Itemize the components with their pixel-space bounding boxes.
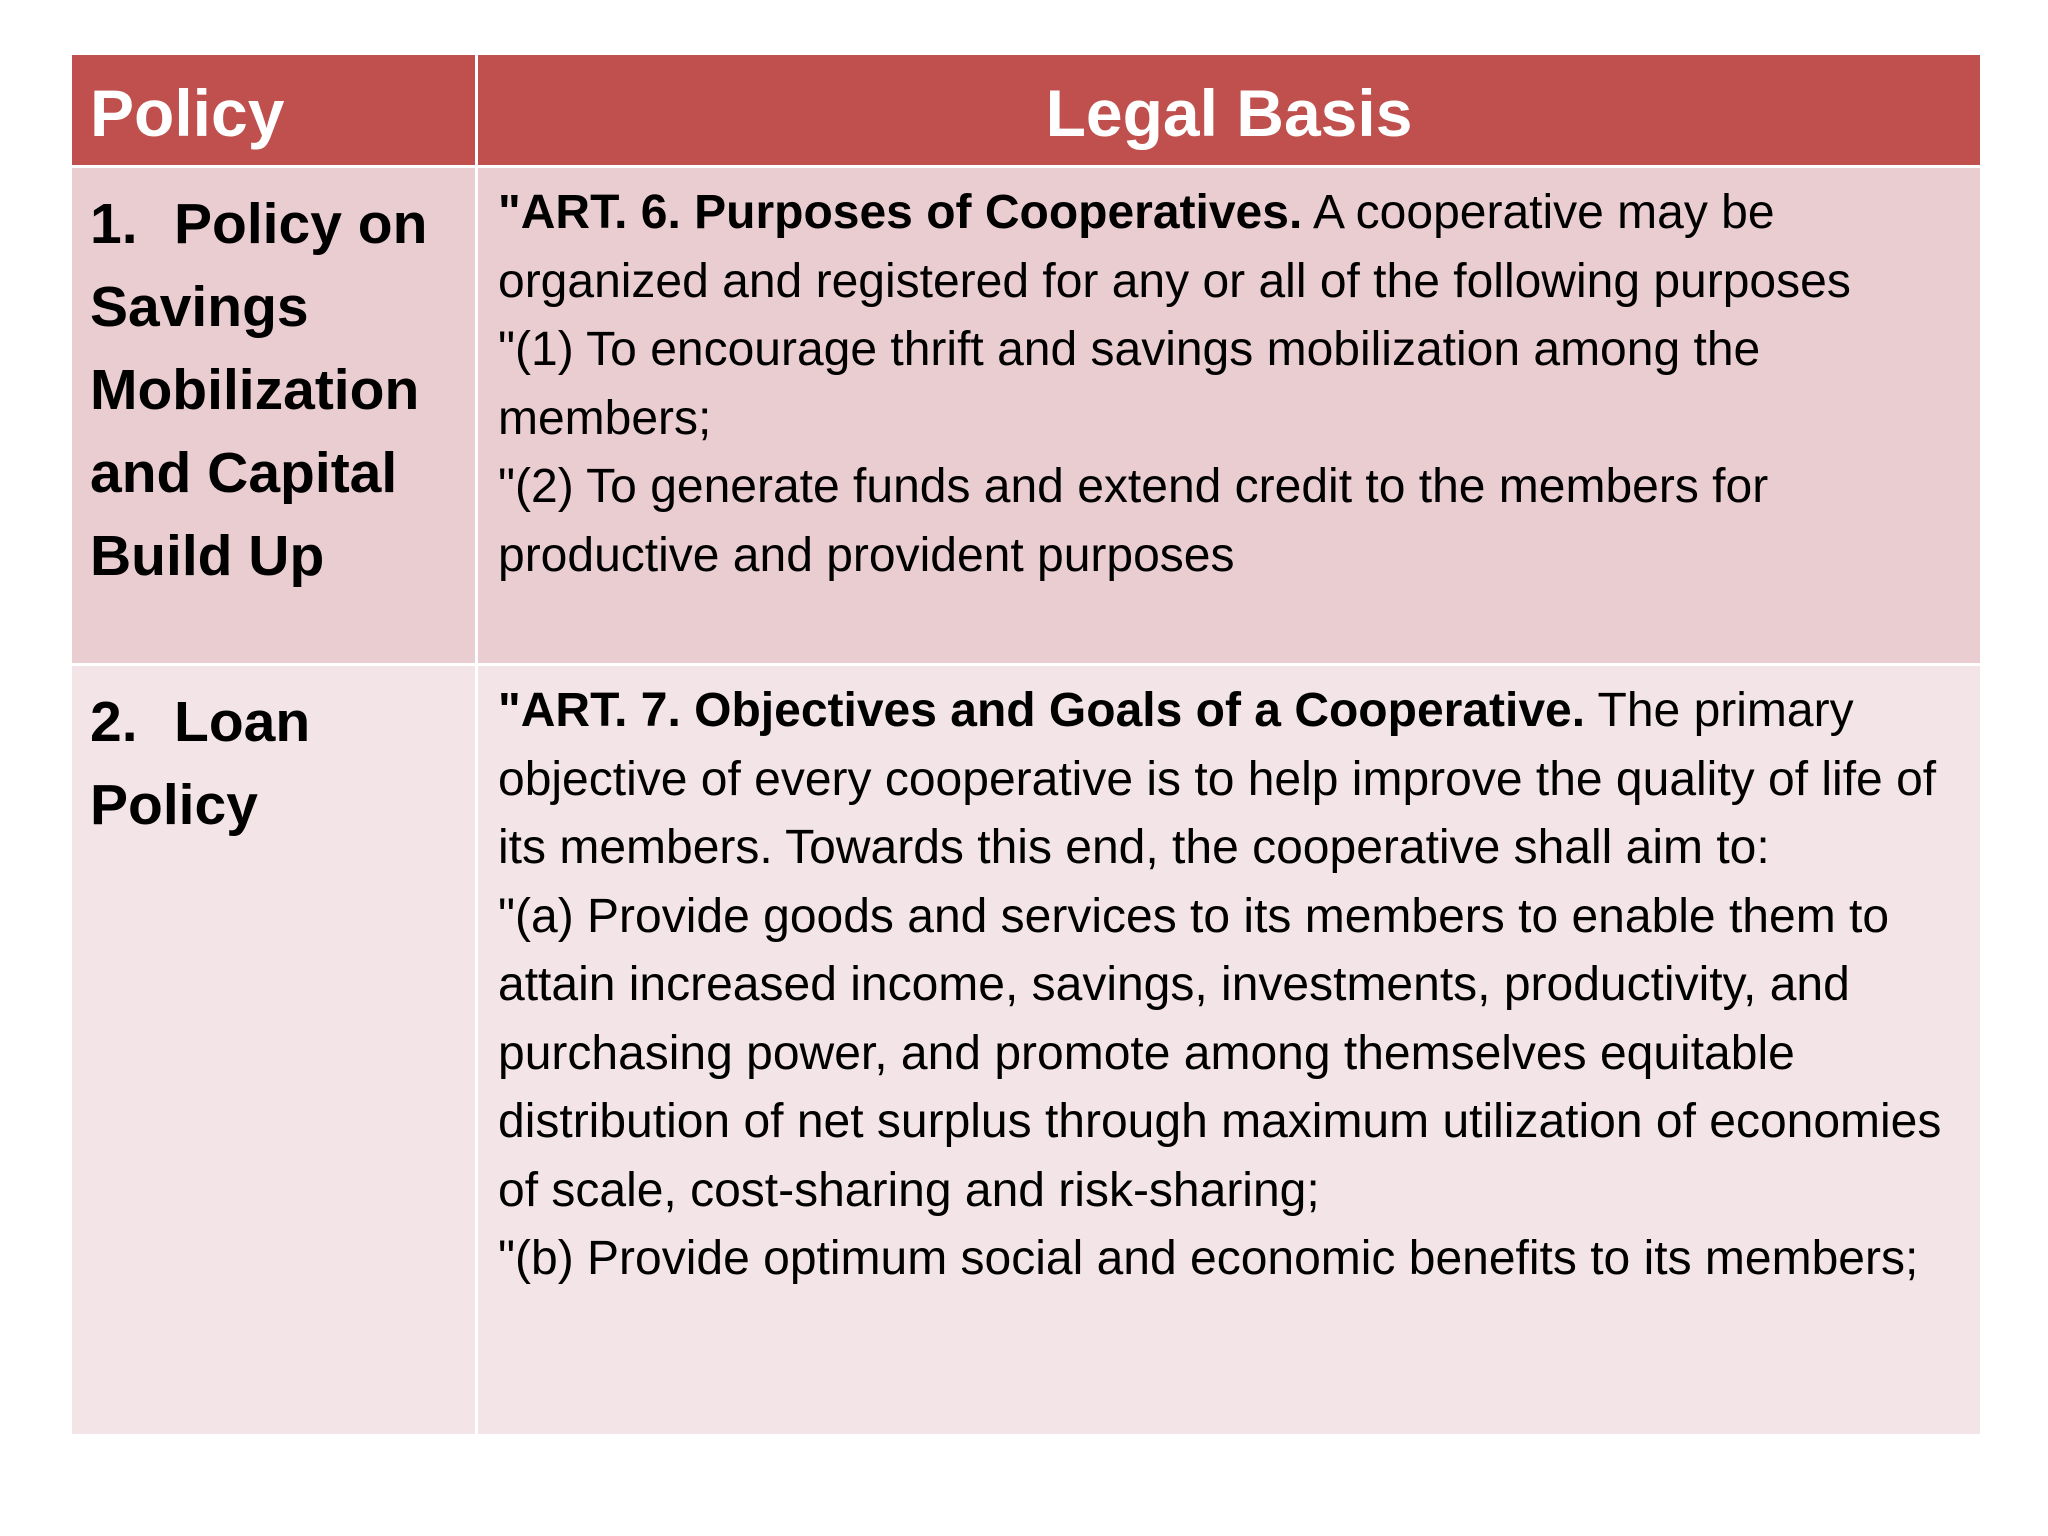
- policy-cell: [71, 665, 477, 1436]
- policy-number: 1.: [90, 192, 138, 256]
- policy-cell: [71, 167, 477, 665]
- table-row: [71, 665, 1982, 1436]
- legal-basis-cell: [477, 665, 1982, 1436]
- header-policy: Policy: [71, 54, 477, 167]
- article-item: "(2) To generate funds and extend credit to the members for productive and provident purposes: [498, 460, 1769, 582]
- policy-name: Policy on Savings Mobilization and Capital Build Up: [90, 192, 428, 588]
- policy-legal-basis-table: [69, 52, 1983, 1437]
- article-title: "ART. 7. Objectives and Goals of a Cooperative.: [498, 684, 1586, 737]
- article-item: "(1) To encourage thrift and savings mobilization among the members;: [498, 323, 1761, 445]
- article-paragraph: [498, 677, 1966, 883]
- legal-basis-cell: [477, 167, 1982, 665]
- article-title: "ART. 6. Purposes of Cooperatives.: [498, 186, 1303, 239]
- article-item: "(a) Provide goods and services to its members to enable them to attain increased income, savings, investments, productivity, and purchasing power, and promote among themselves equitable distribution of net surplus through maximum utilization of economies of scale, cost-sharing and risk-sharing;: [498, 889, 1942, 1217]
- article-paragraph: [498, 179, 1966, 316]
- article-item: "(b) Provide optimum social and economic benefits to its members;: [498, 1232, 1919, 1285]
- article-intro: A cooperative may be organized and registered for any or all of the following purposes: [498, 186, 1851, 308]
- header-legal-basis: Legal Basis: [477, 54, 1982, 167]
- policy-number: 2.: [90, 690, 138, 754]
- table-row: [71, 167, 1982, 665]
- table-header-row: [71, 54, 1982, 167]
- policy-name: Loan Policy: [90, 690, 311, 837]
- article-intro: The primary objective of every cooperative is to help improve the quality of life of its members. Towards this end, the cooperative shall aim to:: [498, 684, 1937, 874]
